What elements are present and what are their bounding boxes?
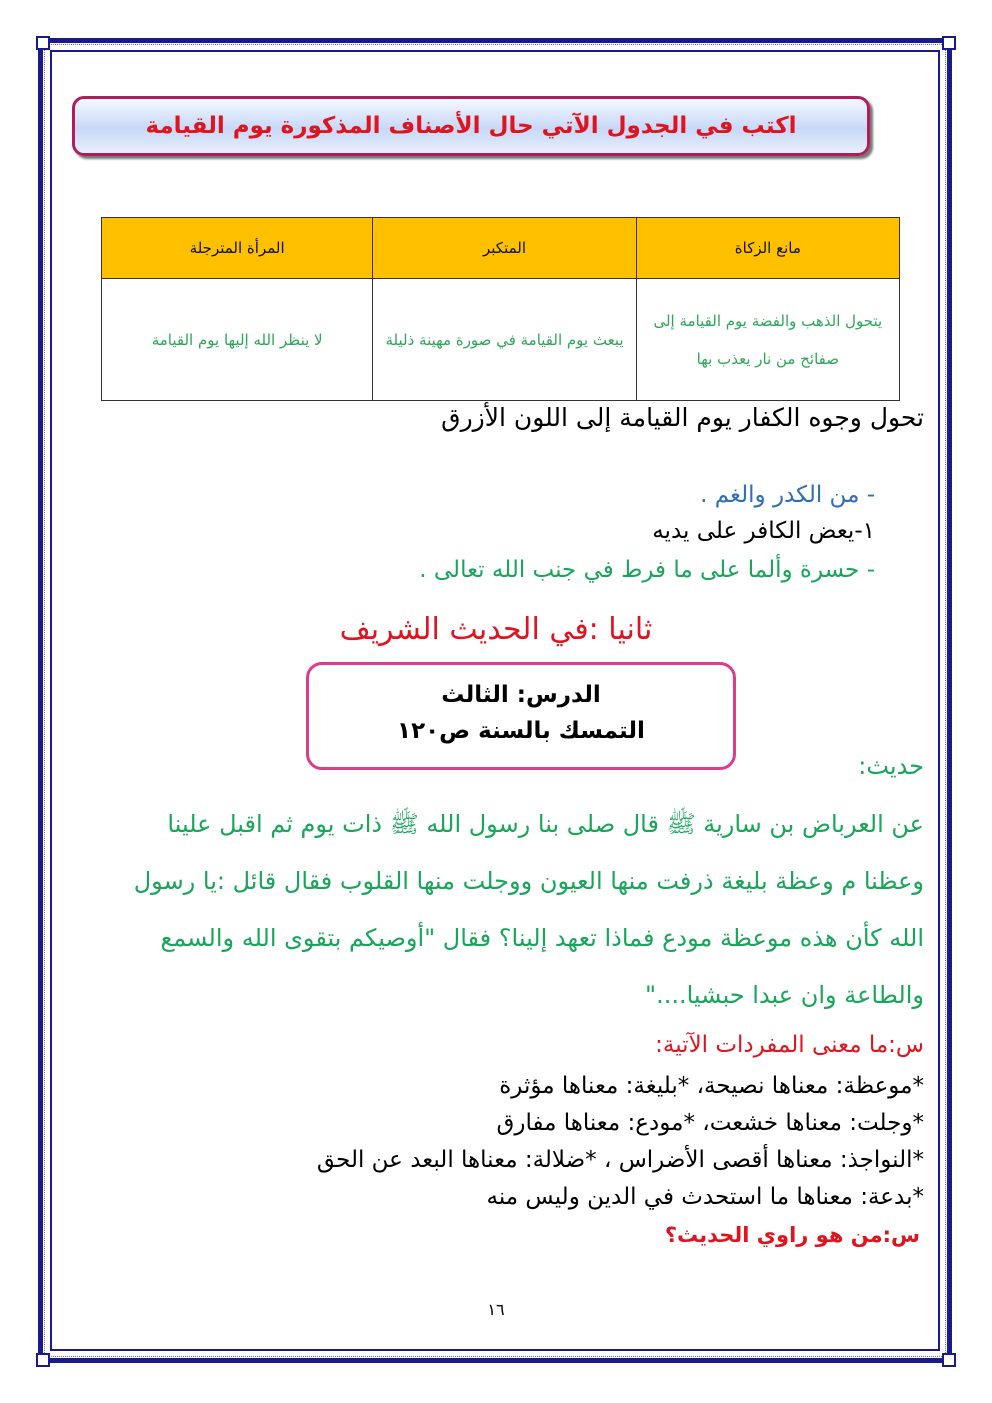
- definition-item: *موعظة: معناها نصيحة، *بليغة: معناها مؤثرة: [499, 1073, 924, 1099]
- lesson-label: الدرس: الثالث: [441, 682, 601, 708]
- hadith-text: [69, 796, 924, 1024]
- table-header-cell: مانع الزكاة: [636, 218, 899, 279]
- corner-ornament: [942, 1353, 956, 1367]
- instruction-text: اكتب في الجدول الآتي حال الأصناف المذكورة يوم القيامة: [145, 113, 797, 139]
- lesson-title: التمسك بالسنة ص١٢٠: [397, 718, 645, 744]
- definition-item: *بدعة: معناها ما استحدث في الدين وليس منه: [486, 1184, 924, 1210]
- table-header-cell: المتكبر: [373, 218, 636, 279]
- corner-ornament: [36, 1353, 50, 1367]
- hadith-line: والطاعة وان عبدا حبشيا....": [645, 981, 924, 1009]
- definitions-list: [317, 1068, 924, 1216]
- text-line: - حسرة وألما على ما فرط في جنب الله تعالى .: [419, 557, 875, 583]
- hadith-line: الله كأن هذه موعظة مودع فماذا تعهد إلينا؟ فقال "أوصيكم بتقوى الله والسمع: [160, 924, 924, 952]
- table-header-cell: المرأة المترجلة: [102, 218, 373, 279]
- definition-item: *النواجذ: معناها أقصى الأضراس ، *ضلالة: معناها البعد عن الحق: [316, 1147, 924, 1173]
- question-narrator: س:من هو راوي الحديث؟: [664, 1223, 920, 1247]
- text-line: - من الكدر والغم .: [700, 482, 875, 508]
- table-row: [102, 279, 900, 401]
- text-line: تحول وجوه الكفار يوم القيامة إلى اللون الأزرق: [441, 403, 924, 432]
- instruction-banner: [72, 96, 870, 156]
- page-number: ١٦: [487, 1300, 505, 1319]
- text-line: ١-يعض الكافر على يديه: [652, 518, 875, 544]
- hadith-line: وعظنا م وعظة بليغة ذرفت منها العيون ووجلت منها القلوب فقال قائل :يا رسول: [133, 867, 924, 895]
- table-header-row: [102, 218, 900, 279]
- corner-ornament: [36, 36, 50, 50]
- corner-ornament: [942, 36, 956, 50]
- hadith-label: حديث:: [858, 752, 924, 780]
- answers-table: [101, 217, 900, 401]
- table-cell: يبعث يوم القيامة في صورة مهينة ذليلة: [373, 279, 636, 401]
- question-vocabulary: س:ما معنى المفردات الآتية:: [655, 1032, 924, 1058]
- hadith-line: عن العرباض بن سارية ﷺ قال صلى بنا رسول الله ﷺ ذات يوم ثم اقبل علينا: [167, 810, 924, 838]
- table-cell: يتحول الذهب والفضة يوم القيامة إلى صفائح من نار يعذب بها: [636, 279, 899, 401]
- table-cell: لا ينظر الله إليها يوم القيامة: [102, 279, 373, 401]
- definition-item: *وجلت: معناها خشعت، *مودع: معناها مفارق: [496, 1110, 924, 1136]
- section-title: ثانيا :في الحديث الشريف: [339, 612, 653, 647]
- lesson-box: [306, 662, 736, 770]
